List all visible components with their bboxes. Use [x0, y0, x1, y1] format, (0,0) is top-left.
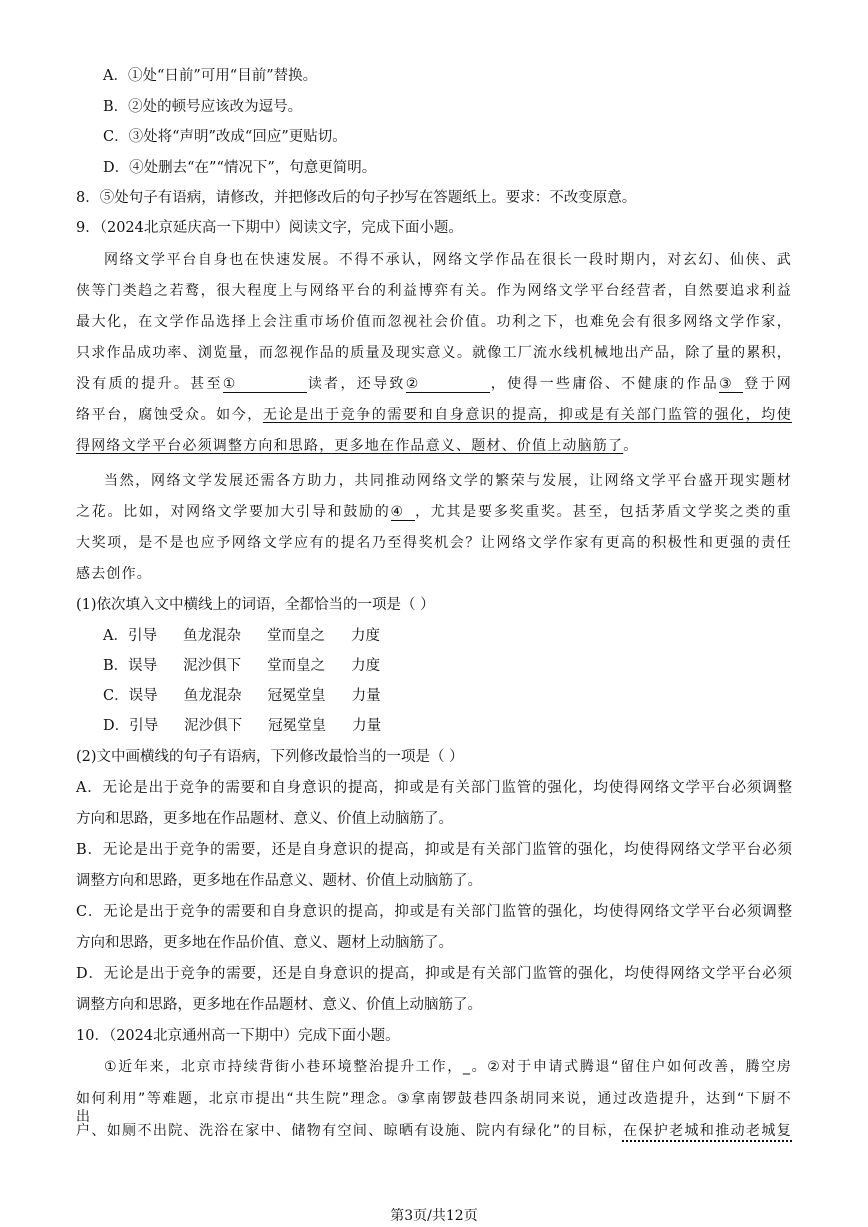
passage-text: 读者，还导致 [306, 376, 406, 392]
question-10-title: 10．（2024北京通州高一下期中）完成下面小题。 [76, 1028, 400, 1044]
sub2-option-c-line2: 方向和思路，更多地在作品价值、意义、题材上动脑筋了。 [76, 935, 453, 951]
sub2-option-d-line2: 调整方向和思路，更多地在作品题材、意义、价值上动脑筋了。 [76, 997, 482, 1013]
blank-4: ④ [391, 504, 415, 521]
sub2-option-a-line1: A．无论是出于竞争的需要和自身意识的提高，抑或是有关部门监管的强化，均使得网络文学平台必须调整 [76, 780, 792, 796]
q10-passage-line: 如何利用”等难题，北京市提出“共生院”理念。③拿南锣鼓巷四条胡同来说，通过改造提升，达到“下厨不出 [76, 1091, 792, 1125]
blank-2: ② [406, 376, 490, 393]
underlined-sentence: 得网络文学平台必须调整方向和思路，更多地在作品意义、题材、价值上动脑筋了 [76, 438, 624, 454]
q7-option-d: D．④处删去“在”“情况下”，句意更简明。 [103, 160, 377, 176]
sub-question-1-stem: (1)依次填入文中横线上的词语，全都恰当的一项是（ ） [76, 597, 435, 613]
sub1-option-d: D．引导 泥沙俱下 冠冕堂皇 力量 [103, 718, 382, 734]
q7-option-b: B．②处的顿号应该改为逗号。 [103, 99, 303, 115]
passage-line [76, 437, 792, 455]
passage-line-blanks [76, 375, 792, 393]
passage-line: 只求作品成功率、浏览量，而忽视作品的质量及现实意义。就像工厂流水线机械地出产品，除了量的累积， [76, 345, 792, 361]
blank-1: ① [223, 376, 307, 393]
sub1-option-a: A．引导 鱼龙混杂 堂而皇之 力度 [103, 628, 380, 644]
underlined-sentence: 无论是出于竞争的需要和自身意识的提高，抑或是有关部门监管的强化，均使 [262, 407, 792, 423]
passage-line-blanks [76, 503, 792, 521]
passage-line [76, 406, 792, 424]
q10-passage-line [76, 1122, 792, 1140]
passage-line: 最大化，在文学作品选择上会注重市场价值而忽视社会价值。功利之下，也难免会有很多网络文学作家， [76, 314, 792, 330]
sub1-option-c: C．误导 鱼龙混杂 冠冕堂皇 力量 [103, 688, 381, 704]
passage-line: 大奖项，是不是也应予网络文学应有的提名乃至得奖机会？让网络文学作家有更高的积极性和更强的责任 [76, 535, 792, 551]
sub2-option-b-line2: 调整方向和思路，更多地在作品意义、题材、价值上动脑筋了。 [76, 873, 482, 889]
dotted-emphasis-text: 在保护老城和推动老城复 [622, 1123, 792, 1139]
sub2-option-c-line1: C．无论是出于竞争的需要和自身意识的提高，抑或是有关部门监管的强化，均使得网络文学平台必须调整 [76, 904, 792, 920]
sub2-option-b-line1: B．无论是出于竞争的需要，还是自身意识的提高，抑或是有关部门监管的强化，均使得网络文学平台必须 [76, 842, 792, 858]
passage-text: ，使得一些庸俗、不健康的作品 [489, 376, 720, 392]
q7-option-c: C．③处将“声明”改成“回应”更贴切。 [103, 129, 347, 145]
page-number: 第3页/共12页 [390, 1208, 478, 1224]
passage-line: 侠等门类趋之若鹜，很大程度上与网络平台的利益博弈有关。作为网络文学平台经营者，自然要追求利益 [76, 283, 792, 299]
q10-passage-line: ①近年来，北京市持续背街小巷环境整治提升工作，_。②对于申请式腾退“留住户如何改善，腾空房 [104, 1059, 792, 1075]
question-9-title: 9．（2024北京延庆高一下期中）阅读文字，完成下面小题。 [76, 220, 463, 236]
passage-text: 。 [623, 438, 639, 454]
sub2-option-a-line2: 方向和思路，更多地在作品题材、意义、价值上动脑筋了。 [76, 811, 453, 827]
question-8: 8．⑤处句子有语病，请修改，并把修改后的句子抄写在答题纸上。要求：不改变原意。 [76, 190, 637, 206]
passage-line: 感去创作。 [76, 566, 152, 582]
sub-question-2-stem: (2)文中画横线的句子有语病，下列修改最恰当的一项是（ ） [76, 749, 464, 765]
blank-3: ③ [719, 376, 743, 393]
passage-line: 网络文学平台自身也在快速发展。不得不承认，网络文学作品在很长一段时期内，对玄幻、仙侠、武 [104, 252, 792, 268]
passage-text: 络平台，腐蚀受众。如今， [76, 407, 263, 423]
passage-text: ，尤其是要多奖重奖。甚至，包括茅盾文学奖之类的重 [414, 504, 792, 520]
passage-text: 户、如厕不出院、洗浴在家中、储物有空间、晾晒有设施、院内有绿化”的目标， [76, 1123, 623, 1139]
passage-line: 当然，网络文学发展还需各方助力，共同推动网络文学的繁荣与发展，让网络文学平台盛开现实题材 [104, 473, 792, 489]
passage-text: 之花。比如，对网络文学要加大引导和鼓励的 [76, 504, 391, 520]
sub1-option-b: B．误导 泥沙俱下 堂而皇之 力度 [103, 658, 381, 674]
sub2-option-d-line1: D．无论是出于竞争的需要，还是自身意识的提高，抑或是有关部门监管的强化，均使得网络文学平台必须 [76, 966, 792, 982]
passage-text: 没有质的提升。甚至 [76, 376, 223, 392]
passage-text: 登于网 [743, 376, 792, 392]
q7-option-a: A．①处“日前”可用“目前”替换。 [103, 68, 318, 84]
